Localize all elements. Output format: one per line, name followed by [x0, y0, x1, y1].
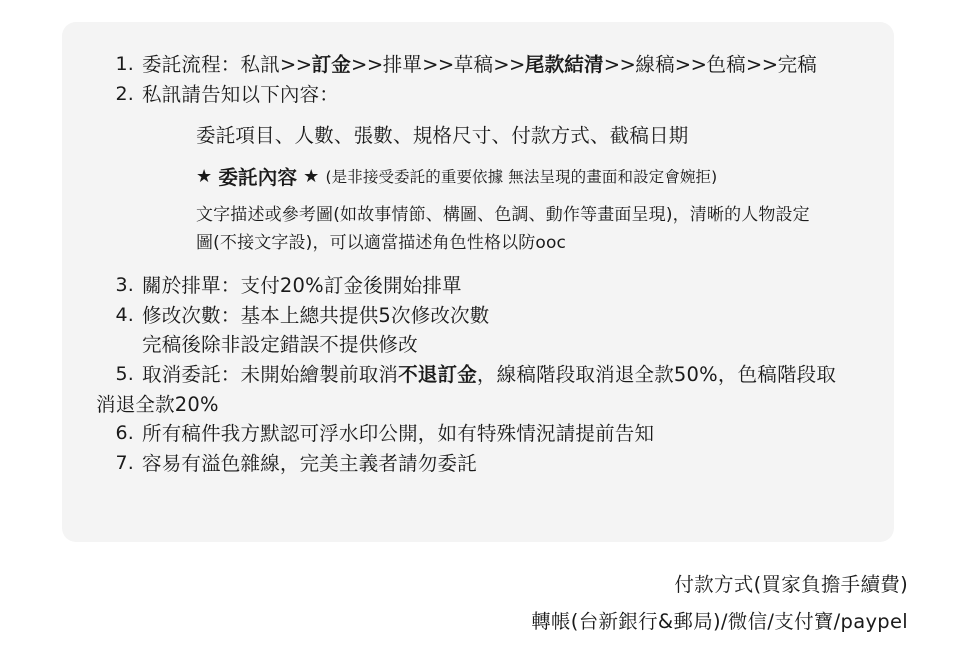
text-segment: 草稿 [453, 53, 494, 76]
payment-method-options: 轉帳(台新銀行&郵局)/微信/支付寶/paypel [531, 610, 908, 634]
list-item-text [142, 363, 836, 386]
list-item-5 [96, 360, 860, 419]
text-segment: 排單 [382, 53, 423, 76]
commission-description-line-2: 圖(不接文字設)，可以適當描述角色性格以防ooc [196, 232, 567, 253]
payment-footer [0, 566, 956, 640]
payment-method-title: 付款方式(買家負擔手續費) [674, 573, 908, 596]
list-item-6 [96, 419, 860, 449]
list-item-number: 2. [115, 82, 134, 105]
list-item-4 [96, 301, 860, 360]
list-item-number: 6. [115, 422, 134, 445]
list-item-number: 1. [115, 53, 134, 75]
list-item-5-wrap: 消退全款20% [96, 392, 219, 416]
arrow-segment: >> [351, 53, 383, 76]
arrow-segment: >> [674, 53, 707, 76]
text-segment: ，線稿階段取消退全款50%，色稿階段取 [476, 363, 837, 387]
list-item-number: 4. [115, 303, 134, 326]
commission-details-block [142, 109, 860, 257]
text-segment-bold: 不退訂金 [398, 363, 477, 387]
arrow-segment: >> [279, 53, 312, 76]
list-item-text: 容易有溢色雜線，完美主義者請勿委託 [142, 451, 477, 475]
list-item-text: 所有稿件我方默認可浮水印公開，如有特殊情況請提前告知 [142, 422, 655, 446]
commission-description-line-1: 文字描述或參考圖(如故事情節、構圖、色調、動作等畫面呈現)，清晰的人物設定 [196, 205, 810, 226]
arrow-segment: >> [603, 53, 636, 76]
text-segment-bold: 尾款結清 [524, 53, 604, 76]
commission-content-title: 委託內容 [218, 165, 298, 189]
list-item-text: 關於排單：支付20%訂金後開始排單 [142, 274, 462, 298]
commission-fields-line: 委託項目、人數、張數、規格尺寸、付款方式、截稿日期 [196, 124, 689, 148]
arrow-segment: >> [493, 53, 525, 76]
commission-content-heading [196, 163, 860, 193]
text-segment-bold: 訂金 [311, 53, 351, 76]
list-item-1 [96, 50, 860, 80]
text-segment: 委託流程：私訊 [142, 53, 280, 76]
star-icon: ★ [303, 166, 320, 188]
list-item-text: 私訊請告知以下內容： [142, 82, 340, 106]
terms-card-inner [62, 22, 894, 499]
text-segment: 色稿 [706, 53, 746, 76]
list-item-number: 5. [115, 363, 134, 386]
list-item-4-continuation: 完稿後除非設定錯誤不提供修改 [142, 333, 418, 357]
commission-content-note: (是非接受委託的重要依據 無法呈現的畫面和設定會婉拒) [325, 167, 718, 186]
text-segment: 完稿 [777, 53, 817, 76]
terms-list [96, 50, 860, 479]
text-segment: 取消委託：未開始繪製前取消 [142, 363, 399, 387]
terms-card [62, 22, 894, 542]
star-icon: ★ [196, 166, 213, 188]
list-item-3 [96, 271, 860, 301]
text-segment: 線稿 [635, 53, 675, 76]
list-item-7 [96, 449, 860, 479]
list-item-text [142, 53, 817, 76]
list-item-2 [96, 80, 860, 258]
list-item-number: 7. [115, 451, 134, 474]
arrow-segment: >> [745, 53, 778, 76]
list-item-text: 修改次數：基本上總共提供5次修改次數 [142, 303, 490, 327]
arrow-segment: >> [422, 53, 454, 76]
list-item-number: 3. [115, 274, 134, 297]
